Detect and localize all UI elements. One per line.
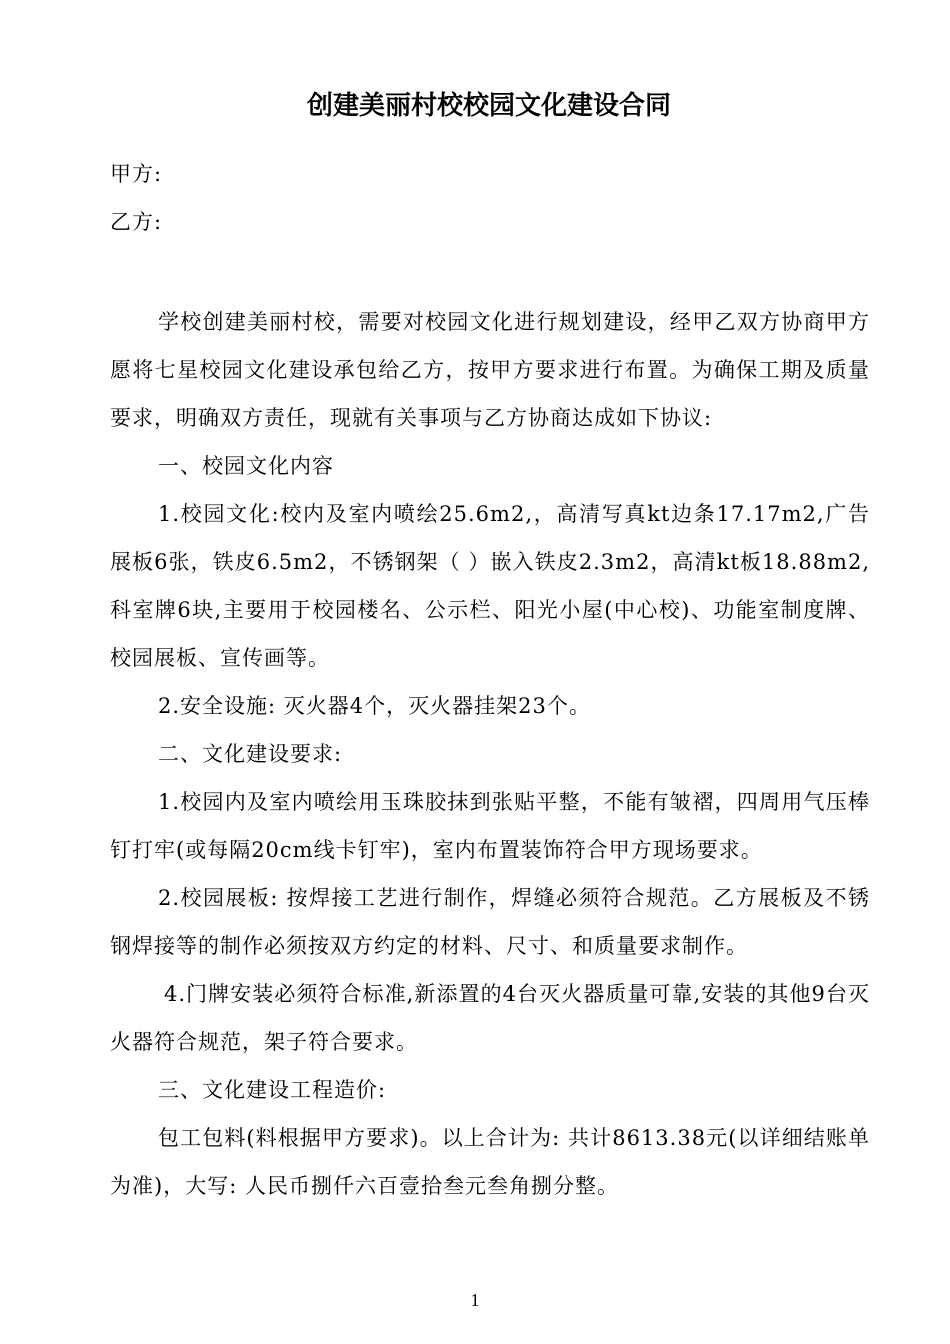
clause-display-boards: 2.校园展板: 按焊接工艺进行制作，焊缝必须符合规范。乙方展板及不锈钢焊接等的制作必须按双方约定的材料、尺寸、和质量要求制作。 bbox=[110, 886, 870, 958]
intro-paragraph: 学校创建美丽村校，需要对校园文化进行规划建设，经甲乙双方协商甲方愿将七星校园文化建设承包给乙方，按甲方要求进行布置。为确保工期及质量要求，明确双方责任，现就有关事项与乙方协商达成如下协议: bbox=[110, 310, 870, 430]
clause-door-plates: 4.门牌安装必须符合标准,新添置的4台灭火器质量可靠,安装的其他9台灭火器符合规范，架子符合要求。 bbox=[110, 982, 870, 1054]
clause-total-cost: 包工包料(料根据甲方要求)。以上合计为: 共计8613.38元(以详细结账单为准)，大写: 人民币捌仟六百壹拾叁元叁角捌分整。 bbox=[110, 1126, 870, 1198]
document-title: 创建美丽村校校园文化建设合同 bbox=[306, 91, 671, 121]
section-heading-content: 一、校园文化内容 bbox=[158, 454, 334, 478]
clause-campus-culture: 1.校园文化:校内及室内喷绘25.6m2,，高清写真kt边条17.17m2,广告展板6张，铁皮6.5m2，不锈钢架（ ）嵌入铁皮2.3m2，高清kt板18.88m2,科室牌6块,主要用于校园楼名、公示栏、阳光小屋(中心校)、功能室制度牌、校园展板、宣传画等。 bbox=[110, 502, 870, 670]
contract-body bbox=[110, 298, 870, 1210]
clause-safety-facilities: 2.安全设施: 灭火器4个，灭火器挂架23个。 bbox=[158, 694, 591, 718]
section-heading-cost: 三、文化建设工程造价: bbox=[158, 1078, 387, 1102]
party-a-label: 甲方: bbox=[110, 162, 163, 186]
page-number: 1 bbox=[470, 1290, 480, 1310]
section-heading-requirements: 二、文化建设要求: bbox=[158, 742, 343, 766]
party-b-label: 乙方: bbox=[110, 210, 163, 234]
clause-inkjet-installation: 1.校园内及室内喷绘用玉珠胶抹到张贴平整，不能有皱褶，四周用气压棒钉打牢(或每隔20cm线卡钉牢)，室内布置装饰符合甲方现场要求。 bbox=[110, 790, 870, 862]
